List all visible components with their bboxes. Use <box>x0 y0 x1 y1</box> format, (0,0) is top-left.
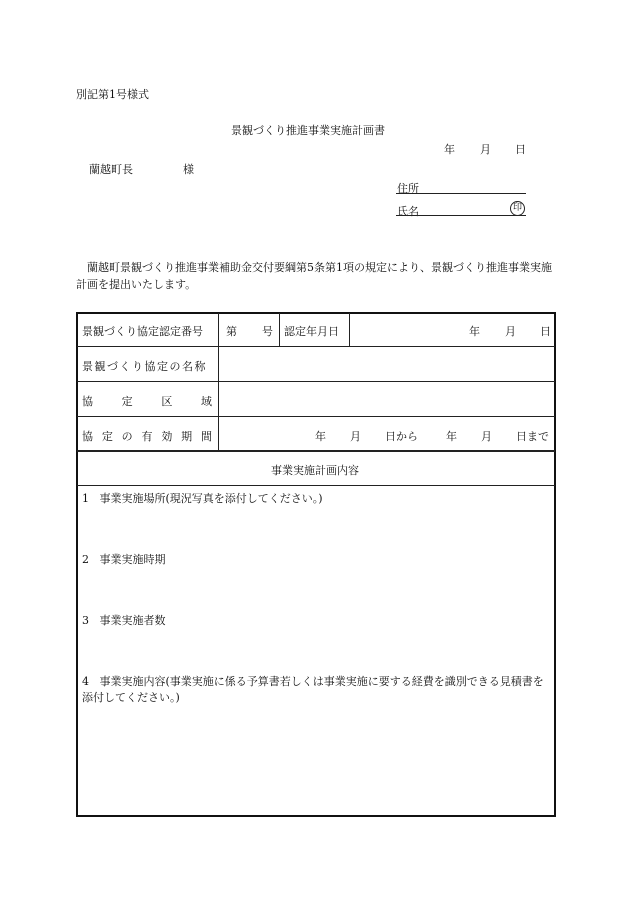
table-column-rule <box>349 313 350 347</box>
plan-item-4 <box>82 674 552 706</box>
date-year-label: 年 <box>444 143 455 156</box>
form-number: 別記第1号様式 <box>76 88 149 101</box>
cert-number-prefix: 第 <box>226 325 237 338</box>
addressee-honorific: 様 <box>183 163 194 176</box>
label-char: 効 <box>161 430 173 443</box>
period-to-day: 日まで <box>516 430 549 443</box>
agreement-name-field[interactable] <box>220 348 554 380</box>
address-label: 住所 <box>397 182 419 195</box>
period-from-month: 月 <box>350 430 361 443</box>
cert-number-suffix: 号 <box>262 325 273 338</box>
name-field[interactable] <box>396 215 526 216</box>
date-month-label: 月 <box>480 143 491 156</box>
item-text: 事業実施場所(現況写真を添付してください。) <box>99 492 323 505</box>
table-rule <box>77 416 555 417</box>
plan-item-3 <box>82 613 552 629</box>
cert-date-month: 月 <box>505 325 516 338</box>
item-number: 4 <box>82 675 89 688</box>
item-text: 事業実施時期 <box>99 553 166 566</box>
period-from-day: 日から <box>385 430 418 443</box>
address-field[interactable] <box>396 193 526 194</box>
label-char: 協 <box>82 430 93 443</box>
label-char: 区 <box>161 395 173 408</box>
table-column-rule <box>279 313 280 347</box>
label-char: 定 <box>101 430 113 443</box>
label-char: 域 <box>200 395 212 408</box>
document-title: 景観づくり推進事業実施計画書 <box>231 124 385 137</box>
plan-item-2 <box>82 552 552 568</box>
seal-icon: 印 <box>510 201 525 216</box>
plan-item-1 <box>82 491 552 507</box>
cert-date-day: 日 <box>540 325 551 338</box>
period-to-year: 年 <box>446 430 457 443</box>
agreement-area-label <box>82 393 212 409</box>
table-rule <box>77 346 555 347</box>
label-char: 定 <box>121 395 133 408</box>
agreement-name-label: 景観づくり協定の名称 <box>82 360 207 373</box>
item-number: 2 <box>82 553 89 566</box>
period-to-month: 月 <box>481 430 492 443</box>
agreement-area-field[interactable] <box>220 383 554 415</box>
intro-paragraph: 蘭越町景観づくり推進事業補助金交付要綱第5条第1項の規定により、景観づくり推進事業実施計画を提出いたします。 <box>76 261 552 291</box>
table-rule <box>77 381 555 382</box>
item-number: 1 <box>82 492 89 505</box>
addressee-name: 蘭越町長 <box>89 163 133 176</box>
name-label: 氏名 <box>397 205 419 218</box>
cert-date-year: 年 <box>469 325 480 338</box>
label-char: 有 <box>141 430 153 443</box>
item-number: 3 <box>82 614 89 627</box>
label-char: 協 <box>82 395 93 408</box>
cert-date-label: 認定年月日 <box>284 325 339 338</box>
item-text: 事業実施者数 <box>99 614 166 627</box>
date-day-label: 日 <box>515 143 526 156</box>
item-text: 事業実施内容(事業実施に係る予算書若しくは事業実施に要する経費を識別できる見積書を添付してください。) <box>82 675 544 704</box>
table-rule <box>77 450 555 452</box>
validity-period-label <box>82 428 212 444</box>
label-char: の <box>121 430 133 443</box>
section-header: 事業実施計画内容 <box>271 464 359 477</box>
table-column-rule <box>218 313 219 451</box>
table-rule <box>77 485 555 486</box>
label-char: 間 <box>200 430 212 443</box>
label-char: 期 <box>181 430 193 443</box>
cert-number-label: 景観づくり協定認定番号 <box>82 325 203 338</box>
period-from-year: 年 <box>315 430 326 443</box>
